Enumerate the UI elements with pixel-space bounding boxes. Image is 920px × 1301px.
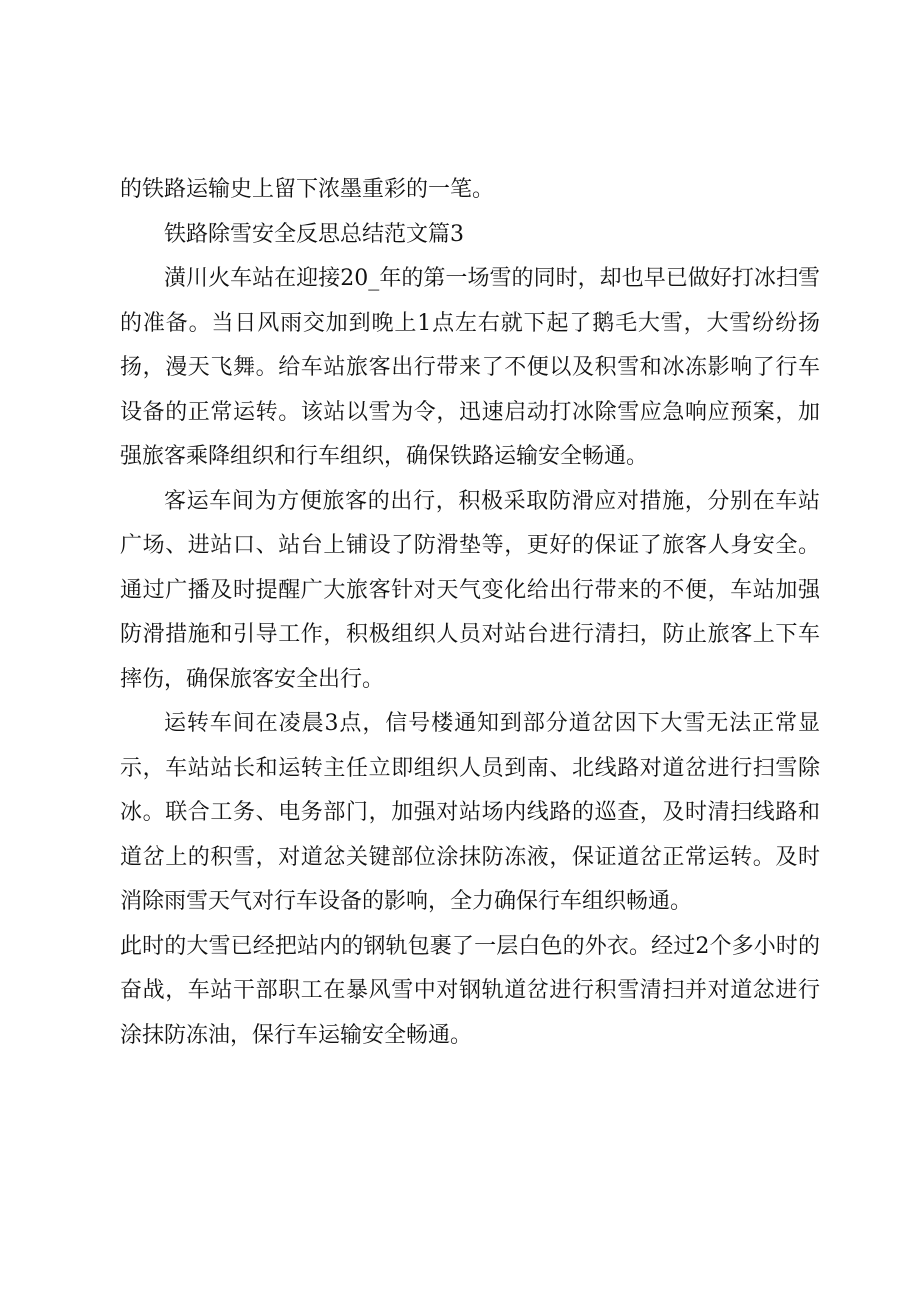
paragraph: 此时的大雪已经把站内的钢轨包裹了一层白色的外衣。经过2个多小时的奋战，车站干部职工在暴风雪中对钢轨道岔进行积雪清扫并对道忿进行涂抹防冻油，保行车运输安全畅通。 (120, 933, 820, 1048)
paragraph-continuation: 的铁路运输史上留下浓墨重彩的一笔。 (120, 177, 495, 202)
section-heading: 铁路除雪安全反思总结范文篇3 (164, 221, 464, 247)
document-body (120, 168, 820, 1058)
paragraph: 客运车间为方便旅客的出行，积极采取防滑应对措施，分别在车站广场、进站口、站台上铺设了防滑垫等，更好的保证了旅客人身安全。通过广播及时提醒广大旅客针对天气变化给出行带来的不便，车站加强防滑措施和引导工作，积极组织人员对站台进行清扫，防止旅客上下车摔伤，确保旅客安全出行。 (120, 488, 820, 692)
paragraph: 潢川火车站在迎接20_年的第一场雪的同时，却也早已做好打冰扫雪的准备。当日风雨交加到晚上1点左右就下起了鹅毛大雪，大雪纷纷扬扬，漫天飞舞。给车站旅客出行带来了不便以及积雪和冰冻影响了行车设备的正常运转。该站以雪为令，迅速启动打冰除雪应急响应预案，加强旅客乘降组织和行车组织，确保铁路运输安全畅通。 (120, 266, 820, 469)
paragraph: 运转车间在凌晨3点，信号楼通知到部分道岔因下大雪无法正常显示，车站站长和运转主任立即组织人员到南、北线路对道岔进行扫雪除冰。联合工务、电务部门，加强对站场内线路的巡查，及时清扫线路和道岔上的积雪，对道忿关键部位涂抹防冻液，保证道岔正常运转。及时消除雨雪天气对行车设备的影响，全力确保行车组织畅通。 (120, 711, 820, 914)
